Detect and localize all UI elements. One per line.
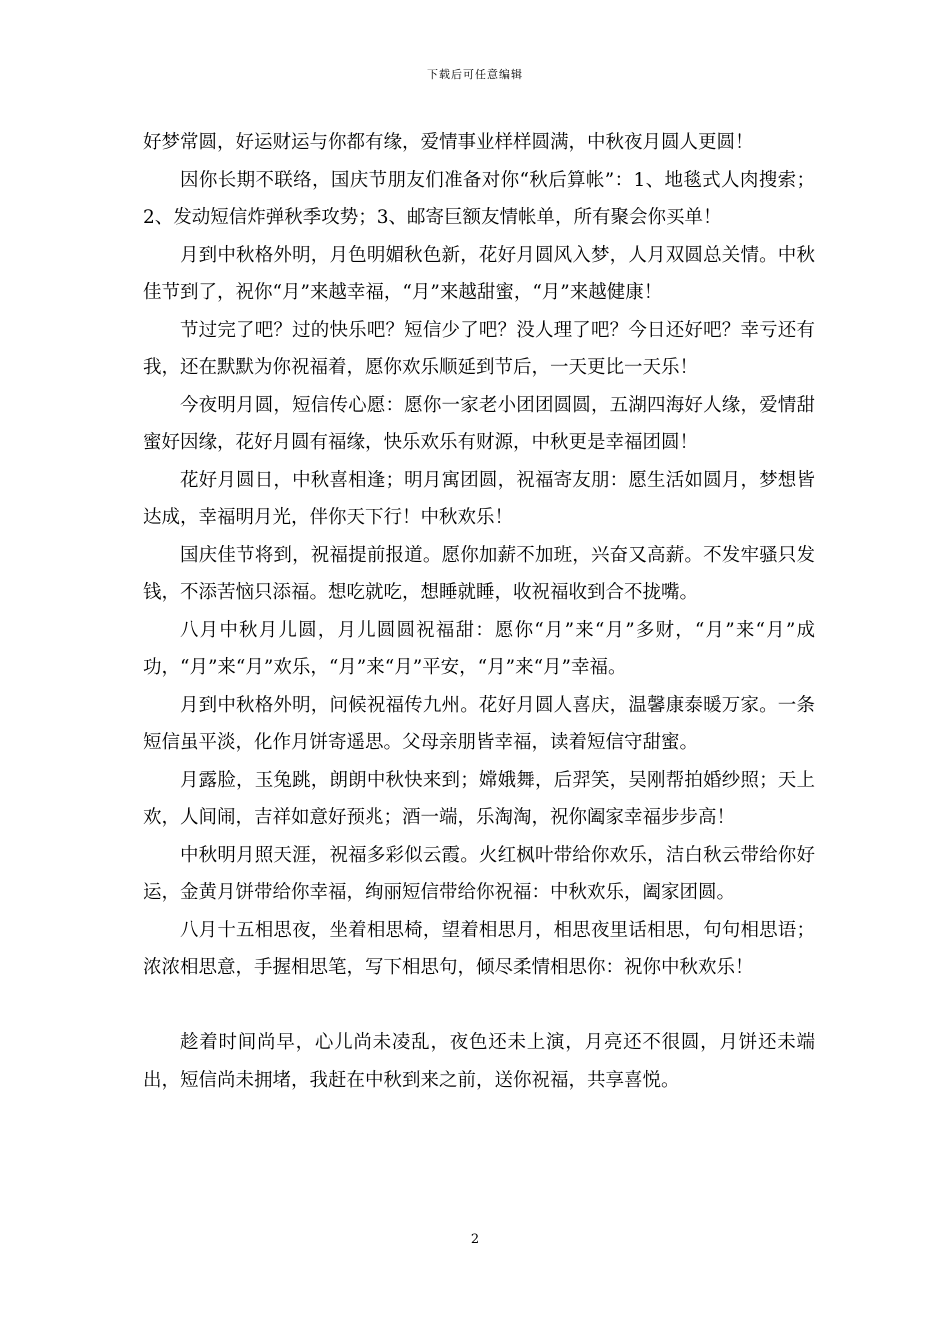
- paragraph: 月到中秋格外明，问候祝福传九州。花好月圆人喜庆，温馨康泰暖万家。一条短信虽平淡，化作月饼寄遥思。父母亲朋皆幸福，读着短信守甜蜜。: [143, 694, 815, 753]
- document-body: [143, 124, 815, 1099]
- paragraph: 中秋明月照天涯，祝福多彩似云霞。火红枫叶带给你欢乐，洁白秋云带给你好运，金黄月饼带给你幸福，绚丽短信带给你祝福：中秋欢乐，阖家团圆。: [143, 844, 815, 903]
- paragraph: 八月十五相思夜，坐着相思椅，望着相思月，相思夜里话相思，句句相思语；浓浓相思意，手握相思笔，写下相思句，倾尽柔情相思你：祝你中秋欢乐！: [143, 919, 815, 978]
- paragraph: 今夜明月圆，短信传心愿：愿你一家老小团团圆圆，五湖四海好人缘，爱情甜蜜好因缘，花好月圆有福缘，快乐欢乐有财源，中秋更是幸福团圆！: [143, 394, 815, 453]
- paragraph: 因你长期不联络，国庆节朋友们准备对你“秋后算帐”：1、地毯式人肉搜索；2、发动短信炸弹秋季攻势；3、邮寄巨额友情帐单，所有聚会你买单！: [143, 169, 815, 228]
- paragraph-spacer: [143, 987, 815, 1025]
- paragraph: 好梦常圆，好运财运与你都有缘，爱情事业样样圆满，中秋夜月圆人更圆！: [143, 132, 754, 153]
- page-header: 下载后可任意编辑: [427, 68, 523, 81]
- paragraph: 花好月圆日，中秋喜相逢；明月寓团圆，祝福寄友朋：愿生活如圆月，梦想皆达成，幸福明月光，伴你天下行！中秋欢乐！: [143, 469, 815, 528]
- page-number: 2: [470, 1232, 480, 1247]
- paragraph: 月露脸，玉兔跳，朗朗中秋快来到；嫦娥舞，后羿笑，吴刚帮拍婚纱照；天上欢，人间闹，吉祥如意好预兆；酒一端，乐淘淘，祝你阖家幸福步步高！: [143, 769, 815, 828]
- paragraph: 节过完了吧？过的快乐吧？短信少了吧？没人理了吧？今日还好吧？幸亏还有我，还在默默为你祝福着，愿你欢乐顺延到节后，一天更比一天乐！: [143, 319, 815, 378]
- paragraph: 国庆佳节将到，祝福提前报道。愿你加薪不加班，兴奋又高薪。不发牢骚只发钱，不添苦恼只添福。想吃就吃，想睡就睡，收祝福收到合不拢嘴。: [143, 544, 815, 603]
- paragraph: 月到中秋格外明，月色明媚秋色新，花好月圆风入梦，人月双圆总关情。中秋佳节到了，祝你“月”来越幸福，“月”来越甜蜜，“月”来越健康！: [143, 244, 815, 303]
- paragraph: 趁着时间尚早，心儿尚未凌乱，夜色还未上演，月亮还不很圆，月饼还未端出，短信尚未拥堵，我赶在中秋到来之前，送你祝福，共享喜悦。: [143, 1032, 815, 1091]
- paragraph: 八月中秋月儿圆，月儿圆圆祝福甜：愿你“月”来“月”多财，“月”来“月”成功，“月”来“月”欢乐，“月”来“月”平安，“月”来“月”幸福。: [143, 619, 815, 678]
